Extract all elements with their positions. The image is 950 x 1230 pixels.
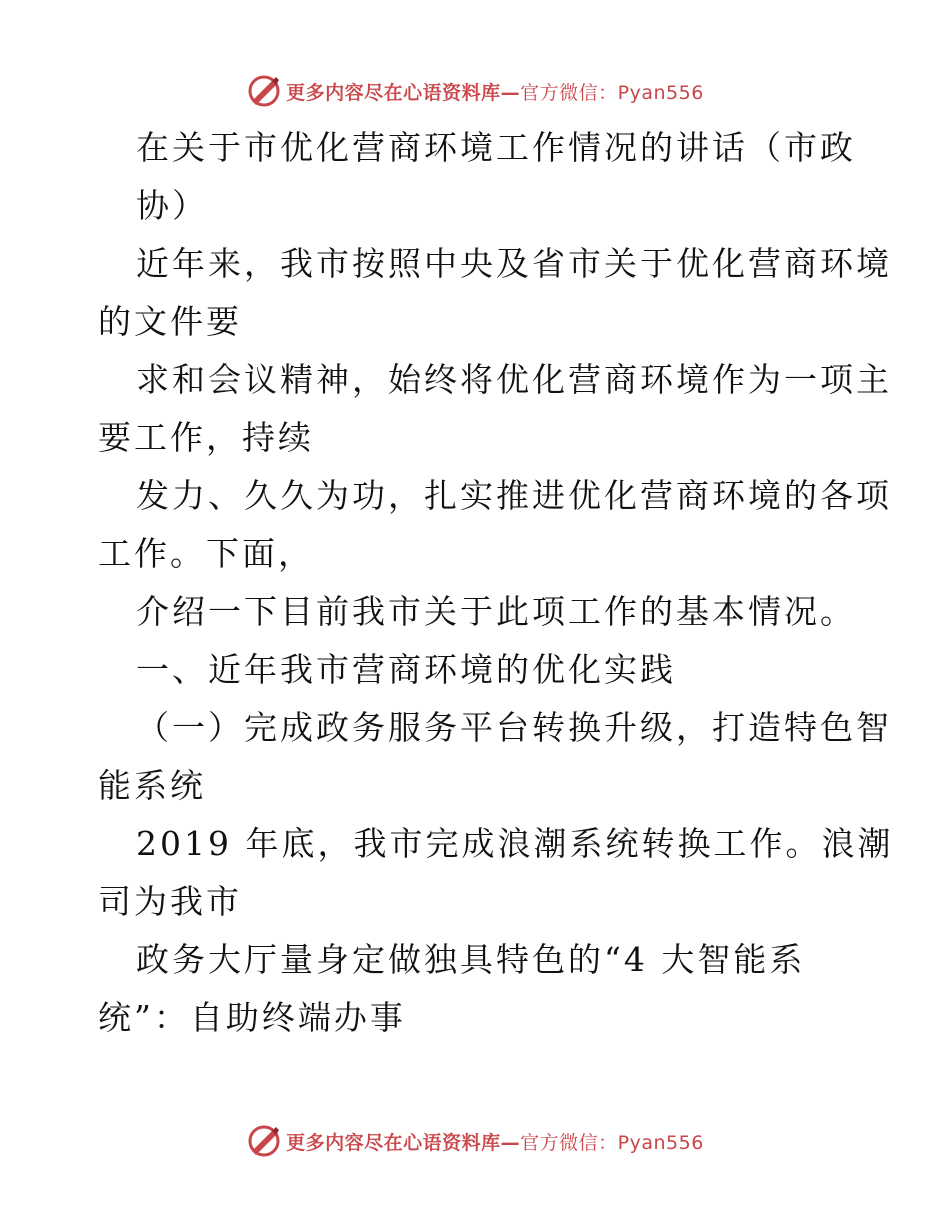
footer-banner-main: 更多内容尽在心语资料库 xyxy=(286,1131,501,1154)
header-banner-text xyxy=(286,78,704,105)
section-heading: 一、近年我市营商环境的优化实践 xyxy=(136,650,676,689)
header-banner-contact: 官方微信：Pyan556 xyxy=(520,81,704,104)
header-banner-dash: — xyxy=(500,81,521,104)
footer-banner xyxy=(0,1121,950,1161)
footer-banner-text xyxy=(286,1128,704,1155)
document-line: 协） xyxy=(136,186,208,225)
document-line: 2019 年底，我市完成浪潮系统转换工作。浪潮 xyxy=(136,824,894,863)
footer-banner-contact: 官方微信：Pyan556 xyxy=(520,1131,704,1154)
document-line: 统”：自助终端办事 xyxy=(98,998,406,1037)
header-banner xyxy=(0,71,950,111)
subsection-heading-cont: 能系统 xyxy=(98,766,206,805)
document-line: 发力、久久为功，扎实推进优化营商环境的各项 xyxy=(136,476,892,515)
document-line: 的文件要 xyxy=(98,302,242,341)
document-line: 在关于市优化营商环境工作情况的讲话（市政 xyxy=(136,128,856,167)
subsection-heading: （一）完成政务服务平台转换升级，打造特色智 xyxy=(136,708,892,747)
document-line: 司为我市 xyxy=(98,882,242,921)
pen-logo-icon xyxy=(246,1123,282,1159)
document-line: 求和会议精神，始终将优化营商环境作为一项主 xyxy=(136,360,892,399)
document-line: 要工作，持续 xyxy=(98,418,314,457)
footer-banner-dash: — xyxy=(500,1131,521,1154)
document-line: 政务大厅量身定做独具特色的“4 大智能系 xyxy=(136,940,806,979)
document-line: 近年来，我市按照中央及省市关于优化营商环境 xyxy=(136,244,892,283)
header-banner-main: 更多内容尽在心语资料库 xyxy=(286,81,501,104)
document-line: 介绍一下目前我市关于此项工作的基本情况。 xyxy=(136,592,856,631)
pen-logo-icon xyxy=(246,73,282,109)
document-line: 工作。下面， xyxy=(98,534,314,573)
